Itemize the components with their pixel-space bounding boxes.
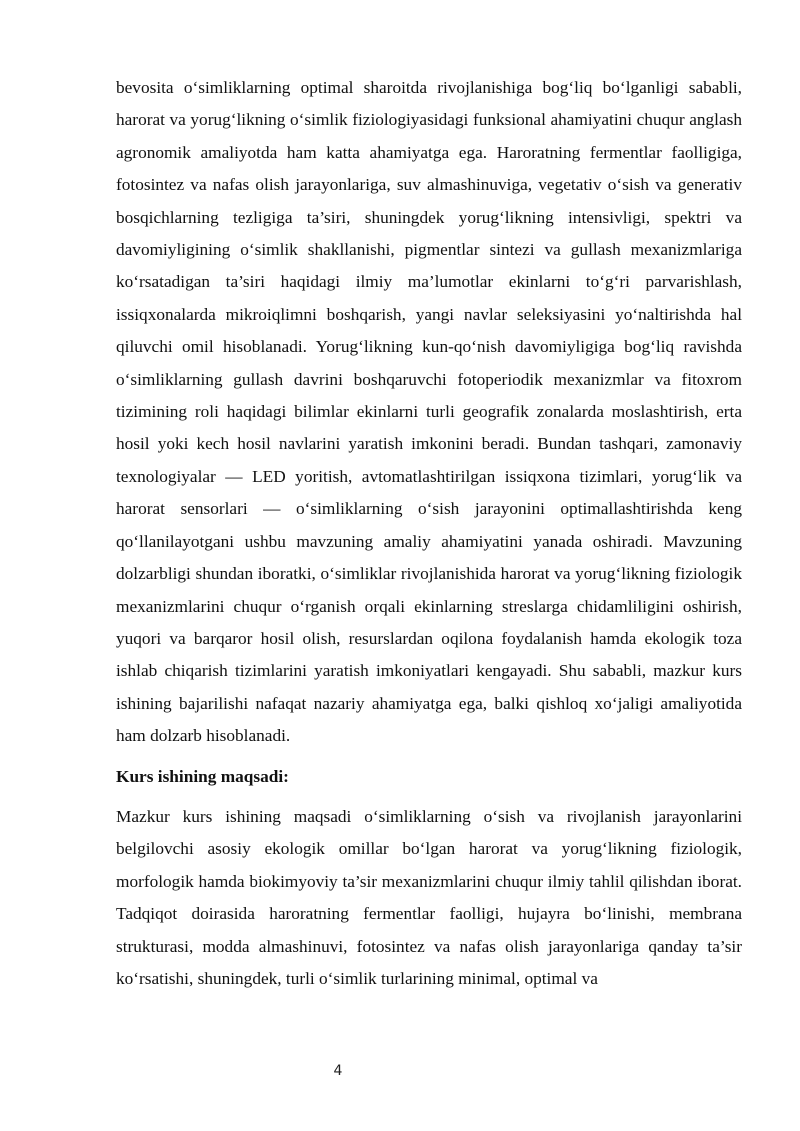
page-body [116,72,742,995]
section-heading-goal: Kurs ishining maqsadi: [116,766,289,786]
paragraph-relevance: bevosita o‘simliklarning optimal sharoitda rivojlanishiga bog‘liq bo‘lganligi sababli, harorat va yorug‘likning o‘simlik fiziologiyasidagi funksional ahamiyatini chuqur anglash agronomik amaliyotda ham katta ahamiyatga ega. Haroratning fermentlar faolligiga, fotosintez va nafas olish jarayonlariga, suv almashinuviga, vegetativ o‘sish va generativ bosqichlarning tezligiga ta’siri, shuningdek yorug‘likning intensivligi, spektri va davomiyligining o‘simlik shakllanishi, pigmentlar sintezi va gullash mexanizmlariga ko‘rsatadigan ta’siri haqidagi ilmiy ma’lumotlar ekinlarni to‘g‘ri parvarishlash, issiqxonalarda mikroiqlimni boshqarish, yangi navlar seleksiyasini yo‘naltirishda hal qiluvchi omil hisoblanadi. Yorug‘likning kun-qo‘nish davomiyligiga bog‘liq ravishda o‘simliklarning gullash davrini boshqaruvchi fotoperiodik mexanizmlar va fitoxrom tizimining roli haqidagi bilimlar ekinlarni turli geografik zonalarda moslashtirish, erta hosil yoki kech hosil navlarini yaratish imkonini beradi. Bundan tashqari, zamonaviy texnologiyalar — LED yoritish, avtomatlashtirilgan issiqxona tizimlari, yorug‘lik va harorat sensorlari — o‘simliklarning o‘sish jarayonini optimallashtirishda keng qo‘llanilayotgani ushbu mavzuning amaliy ahamiyatini yanada oshiradi. Mavzuning dolzarbligi shundan iboratki, o‘simliklar rivojlanishida harorat va yorug‘likning fiziologik mexanizmlarini chuqur o‘rganish orqali ekinlarning streslarga chidamliligini oshirish, yuqori va barqaror hosil olish, resurslardan oqilona foydalanish hamda ekologik toza ishlab chiqarish tizimlarini yaratish imkoniyatlari kengayadi. Shu sababli, mazkur kurs ishining bajarilishi nafaqat nazariy ahamiyatga ega, balki qishloq xo‘jaligi amaliyotida ham dolzarb hisoblanadi. [116,78,742,746]
paragraph-goal: Mazkur kurs ishining maqsadi o‘simliklarning o‘sish va rivojlanish jarayonlarini belgilovchi asosiy ekologik omillar bo‘lgan harorat va yorug‘likning fiziologik, morfologik hamda biokimyoviy ta’sir mexanizmlarini chuqur ilmiy tahlil qilishdan iborat. Tadqiqot doirasida haroratning fermentlar faolligi, hujayra bo‘linishi, membrana strukturasi, modda almashinuvi, fotosintez va nafas olish jarayonlariga qanday ta’sir ko‘rsatishi, shuningdek, turli o‘simlik turlarining minimal, optimal va [116,806,742,988]
page-number: 4 [333,1063,343,1079]
